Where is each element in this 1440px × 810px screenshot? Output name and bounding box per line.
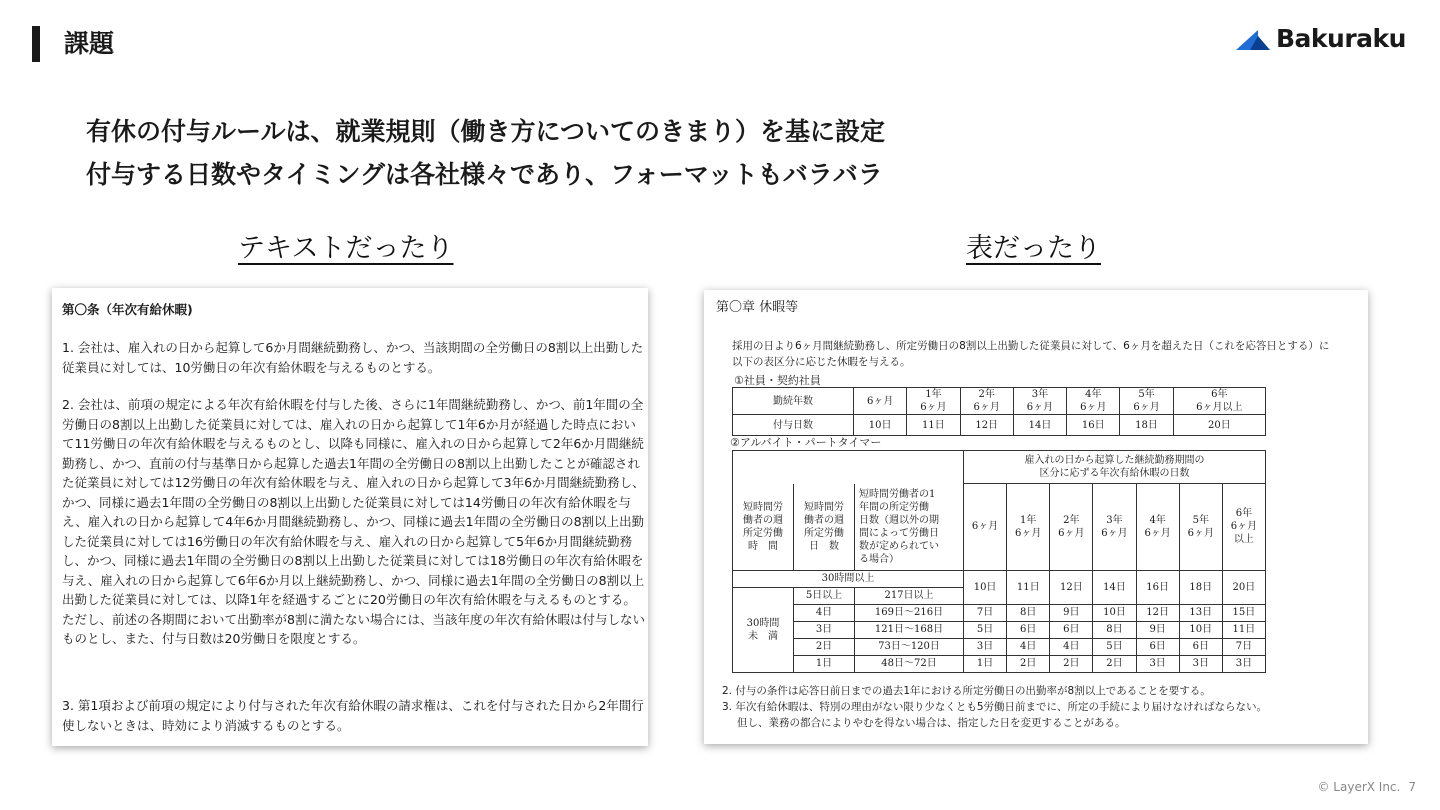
table-cell: 15日 bbox=[1222, 604, 1265, 621]
table-cell: 1年 6ヶ月 bbox=[907, 388, 960, 415]
table-cell: 1日 bbox=[964, 655, 1007, 672]
parttime-section-label: ②アルバイト・パートタイマー bbox=[730, 436, 882, 449]
table-cell: 短時間労 働者の週 所定労働 時 間 bbox=[733, 484, 794, 571]
table-cell: 5年 6ヶ月 bbox=[1179, 484, 1222, 571]
table-cell: 6ヶ月 bbox=[854, 388, 907, 415]
table-cell: 2年 6ヶ月 bbox=[960, 388, 1013, 415]
table-cell: 3年 6ヶ月 bbox=[1093, 484, 1136, 571]
table-cell: 12日 bbox=[960, 415, 1013, 436]
table-cell: 20日 bbox=[1173, 415, 1265, 436]
table-cell: 3日 bbox=[964, 638, 1007, 655]
table-cell: 9日 bbox=[1050, 604, 1093, 621]
page-title: 課題 bbox=[64, 29, 115, 58]
table-cell: 5日 bbox=[1093, 638, 1136, 655]
table-cell: 6ヶ月 bbox=[964, 484, 1007, 571]
table-cell: 48日〜72日 bbox=[855, 655, 964, 672]
note-3: 3. 年次有給休暇は、特別の理由がない限り少なくとも5労働日前までに、所定の手続により届けなければならない。 bbox=[722, 701, 1268, 713]
table-cell: 121日〜168日 bbox=[855, 621, 964, 638]
table-cell: 2日 bbox=[1007, 655, 1050, 672]
note-3-continued: 但し、業務の都合によりやむを得ない場合は、指定した日を変更することがある。 bbox=[737, 717, 1126, 729]
table-row bbox=[733, 451, 1266, 484]
chapter-heading: 第〇章 休暇等 bbox=[716, 300, 799, 315]
table-row bbox=[733, 621, 1266, 638]
table-cell: 付与日数 bbox=[733, 415, 854, 436]
table-cell: 11日 bbox=[907, 415, 960, 436]
table-cell: 5日 bbox=[964, 621, 1007, 638]
table-cell: 8日 bbox=[1093, 621, 1136, 638]
table-cell: 217日以上 bbox=[855, 587, 964, 604]
parttime-leave-table bbox=[732, 450, 1266, 673]
table-cell: 2日 bbox=[1093, 655, 1136, 672]
table-cell: 2年 6ヶ月 bbox=[1050, 484, 1093, 571]
table-cell: 1年 6ヶ月 bbox=[1007, 484, 1050, 571]
table-cell: 雇入れの日から起算した継続勤務期間の 区分に応ずる年次有給休暇の日数 bbox=[964, 451, 1266, 484]
caption-text-format: テキストだったり bbox=[238, 233, 454, 264]
table-cell: 11日 bbox=[1222, 621, 1265, 638]
table-cell: 7日 bbox=[964, 604, 1007, 621]
table-cell: 6日 bbox=[1136, 638, 1179, 655]
table-cell: 2日 bbox=[1050, 655, 1093, 672]
table-cell: 3日 bbox=[1179, 655, 1222, 672]
table-cell: 7日 bbox=[1222, 638, 1265, 655]
footer bbox=[1309, 780, 1416, 794]
copyright-text: © LayerX Inc. bbox=[1317, 780, 1401, 794]
table-cell: 2日 bbox=[794, 638, 855, 655]
table-cell: 4年 6ヶ月 bbox=[1136, 484, 1179, 571]
table-cell: 169日〜216日 bbox=[855, 604, 964, 621]
table-cell: 3日 bbox=[1136, 655, 1179, 672]
bakuraku-logo bbox=[1236, 24, 1416, 56]
table-cell: 10日 bbox=[964, 570, 1007, 604]
article-paragraph-2: 2. 会社は、前項の規定による年次有給休暇を付与した後、さらに1年間継続勤務し、かつ、前1年間の全労働日の8割以上出勤した従業員に対しては、雇入れの日から起算して1年6か月が経過した時点において11労働日の年次有給休暇を与えるものとし、以降も同様に、雇入れの日から起算して2年6か月間継続勤務し、かつ、直前の付与基準日から起算した過去1年間の全労働日の8割以上出勤したことが確認された従業員に対しては12労働日の年次有給休暇を与え、雇入れの日から起算して3年6か月間継続勤務し、かつ、同様に過去1年間の全労働日の8割以上出勤した従業員に対しては14労働日の年次有給休暇を与え、雇入れの日から起算して4年6か月間継続勤務し、かつ、同様に過去1年間の全労働日の8割以上出勤した従業員に対しては16労働日の年次有給休暇を与え、雇入れの日から起算して5年6か月間継続勤務し、かつ、同様に過去1年間の全労働日の8割以上出勤した従業員に対しては18労働日の年次有給休暇を与え、雇入れの日から起算して6年6か月以上継続勤務し、かつ、同様に過去1年間の全労働日の8割以上出勤した従業員に対しては、以降1年を経過するごとに20労働日の年次有給休暇を与えるものとする。ただし、前述の各期間において出勤率が8割に満たない場合には、当該年度の年次有給休暇は付与しないものとし、また、付与日数は20労働日を限度とする。 bbox=[62, 397, 645, 646]
table-cell: 16日 bbox=[1067, 415, 1120, 436]
table-cell: 12日 bbox=[1050, 570, 1093, 604]
table-cell: 10日 bbox=[1179, 621, 1222, 638]
table-row bbox=[733, 604, 1266, 621]
table-cell: 73日〜120日 bbox=[855, 638, 964, 655]
table-cell: 4日 bbox=[1007, 638, 1050, 655]
table-cell: 短時間労 働者の週 所定労働 日 数 bbox=[794, 484, 855, 571]
table-regulation-document bbox=[704, 290, 1368, 744]
logo-text: Bakuraku bbox=[1276, 24, 1406, 53]
table-row bbox=[733, 655, 1266, 672]
table-cell: 4日 bbox=[794, 604, 855, 621]
page-number: 7 bbox=[1408, 780, 1416, 794]
table-cell: 12日 bbox=[1136, 604, 1179, 621]
article-paragraph-1: 1. 会社は、雇入れの日から起算して6か月間継続勤務し、かつ、当該期間の全労働日の8割以上出勤した従業員に対しては、10労働日の年次有給休暇を与えるものとする。 bbox=[62, 340, 644, 375]
table-cell: 11日 bbox=[1007, 570, 1050, 604]
table-cell: 6年 6ヶ月以上 bbox=[1173, 388, 1265, 415]
table-cell: 10日 bbox=[854, 415, 907, 436]
table-cell: 9日 bbox=[1136, 621, 1179, 638]
employee-leave-table bbox=[732, 387, 1266, 436]
table-cell: 14日 bbox=[1013, 415, 1066, 436]
table-cell: 14日 bbox=[1093, 570, 1136, 604]
table-cell: 6日 bbox=[1179, 638, 1222, 655]
headline-line-1: 有休の付与ルールは、就業規則（働き方についてのきまり）を基に設定 bbox=[86, 117, 886, 146]
article-title: 第〇条（年次有給休暇) bbox=[62, 302, 193, 317]
table-cell: 16日 bbox=[1136, 570, 1179, 604]
table-cell: 5日以上 bbox=[794, 587, 855, 604]
table-row bbox=[733, 570, 1266, 587]
table-row bbox=[733, 484, 1266, 571]
table-cell: 20日 bbox=[1222, 570, 1265, 604]
table-cell: 18日 bbox=[1179, 570, 1222, 604]
table-cell: 8日 bbox=[1007, 604, 1050, 621]
table-cell: 18日 bbox=[1120, 415, 1173, 436]
table-row bbox=[733, 415, 1266, 436]
table-row bbox=[733, 388, 1266, 415]
table-cell: 1日 bbox=[794, 655, 855, 672]
employee-section-label: ①社員・契約社員 bbox=[734, 374, 821, 387]
table-cell: 30時間 未 満 bbox=[733, 587, 794, 672]
table-cell: 勤続年数 bbox=[733, 388, 854, 415]
chapter-intro: 採用の日より6ヶ月間継続勤務し、所定労働日の8割以上出勤した従業員に対して、6ヶ月を超えた日（これを応答日とする）に以下の表区分に応じた休暇を与える。 bbox=[732, 340, 1330, 368]
table-cell: 6日 bbox=[1050, 621, 1093, 638]
table-cell: 13日 bbox=[1179, 604, 1222, 621]
article-paragraph-3: 3. 第1項および前項の規定により付与された年次有給休暇の請求権は、これを付与された日から2年間行使しないときは、時効により消滅するものとする。 bbox=[62, 698, 644, 733]
caption-table-format: 表だったり bbox=[966, 233, 1101, 264]
headline-line-2: 付与する日数やタイミングは各社様々であり、フォーマットもバラバラ bbox=[86, 160, 883, 189]
title-accent-bar bbox=[32, 26, 40, 62]
table-cell: 30時間以上 bbox=[733, 570, 964, 587]
table-cell: 3年 6ヶ月 bbox=[1013, 388, 1066, 415]
table-cell: 6日 bbox=[1007, 621, 1050, 638]
table-cell: 短時間労働者の1 年間の所定労働 日数（週以外の期 間によって労働日 数が定められてい る場合） bbox=[855, 484, 964, 571]
table-cell: 4年 6ヶ月 bbox=[1067, 388, 1120, 415]
table-row bbox=[733, 638, 1266, 655]
table-cell: 6年 6ヶ月 以上 bbox=[1222, 484, 1265, 571]
table-cell: 3日 bbox=[794, 621, 855, 638]
note-2: 2. 付与の条件は応答日前日までの過去1年における所定労働日の出勤率が8割以上であることを要する。 bbox=[722, 685, 1211, 697]
table-cell: 10日 bbox=[1093, 604, 1136, 621]
table-cell: 4日 bbox=[1050, 638, 1093, 655]
logo-mark-icon bbox=[1236, 28, 1272, 54]
table-cell: 5年 6ヶ月 bbox=[1120, 388, 1173, 415]
text-regulation-document bbox=[52, 288, 648, 746]
table-cell bbox=[733, 451, 964, 484]
table-cell: 3日 bbox=[1222, 655, 1265, 672]
